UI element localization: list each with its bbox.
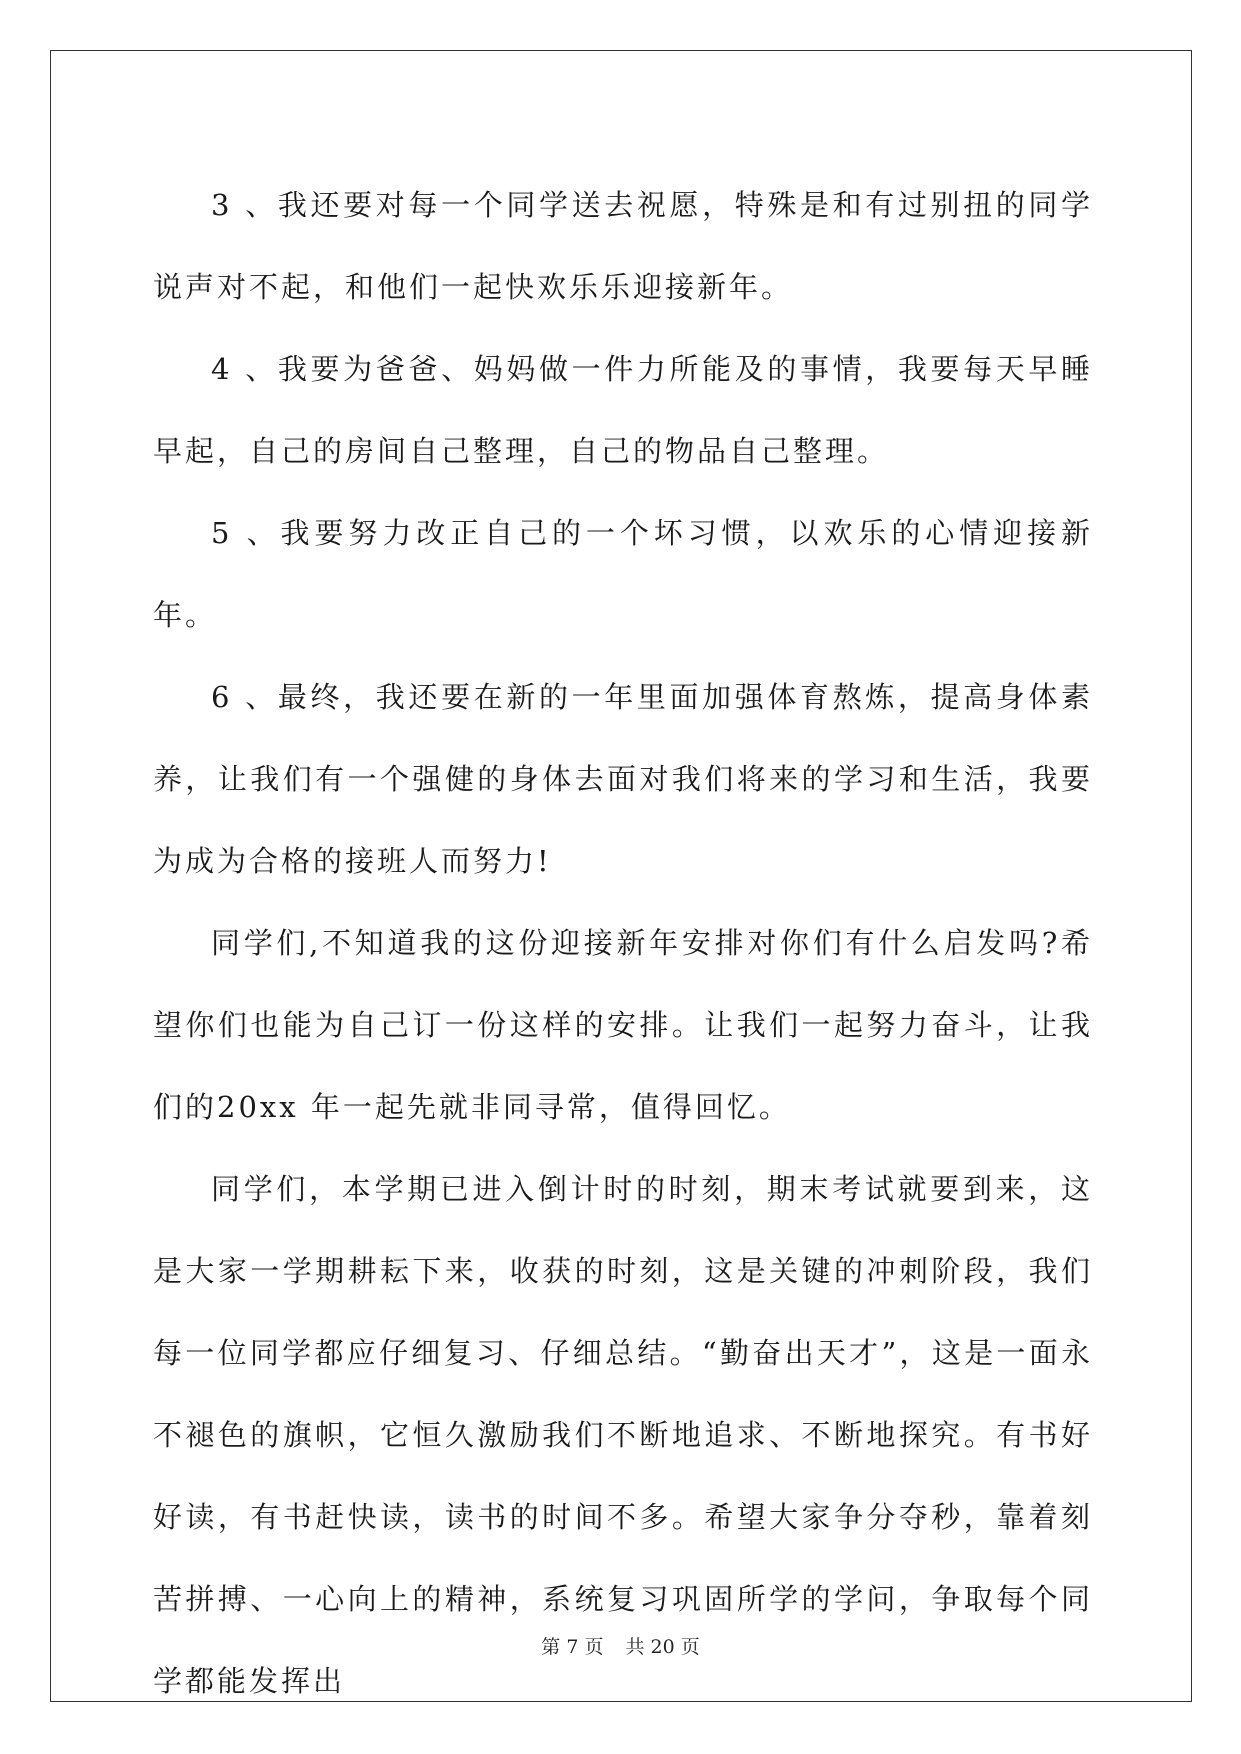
current-page-number: 第 7 页 [541,1636,604,1658]
paragraph-new-year-plan: 同学们,不知道我的这份迎接新年安排对你们有什么启发吗?希望你们也能为自己订一份这样的安排。让我们一起努力奋斗，让我们的20xx 年一起先就非同寻常，值得回忆。 [153,926,1093,1124]
paragraph-item-6: 6 、最终，我还要在新的一年里面加强体育熬炼，提高身体素养，让我们有一个强健的身体去面对我们将来的学习和生活，我要为成为合格的接班人而努力! [153,680,1093,878]
total-page-count: 共 20 页 [625,1636,700,1658]
document-body [153,164,1093,1722]
paragraph-item-4: 4 、我要为爸爸、妈妈做一件力所能及的事情，我要每天早睡早起，自己的房间自己整理，自己的物品自己整理。 [153,352,1093,468]
paragraph-item-3: 3 、我还要对每一个同学送去祝愿，特殊是和有过别扭的同学说声对不起，和他们一起快欢乐乐迎接新年。 [153,188,1093,304]
page-footer [0,1632,1241,1659]
paragraph-final-exam: 同学们，本学期已进入倒计时的时刻，期末考试就要到来，这是大家一学期耕耘下来，收获的时刻，这是关键的冲刺阶段，我们每一位同学都应仔细复习、仔细总结。“勤奋出天才”，这是一面永不褪色的旗帜，它恒久激励我们不断地追求、不断地探究。有书好好读，有书赶快读，读书的时间不多。希望大家争分夺秒，靠着刻苦拼搏、一心向上的精神，系统复习巩固所学的学问，争取每个同学都能发挥出 [153,1172,1093,1698]
paragraph-item-5: 5 、我要努力改正自己的一个坏习惯，以欢乐的心情迎接新年。 [153,516,1093,632]
